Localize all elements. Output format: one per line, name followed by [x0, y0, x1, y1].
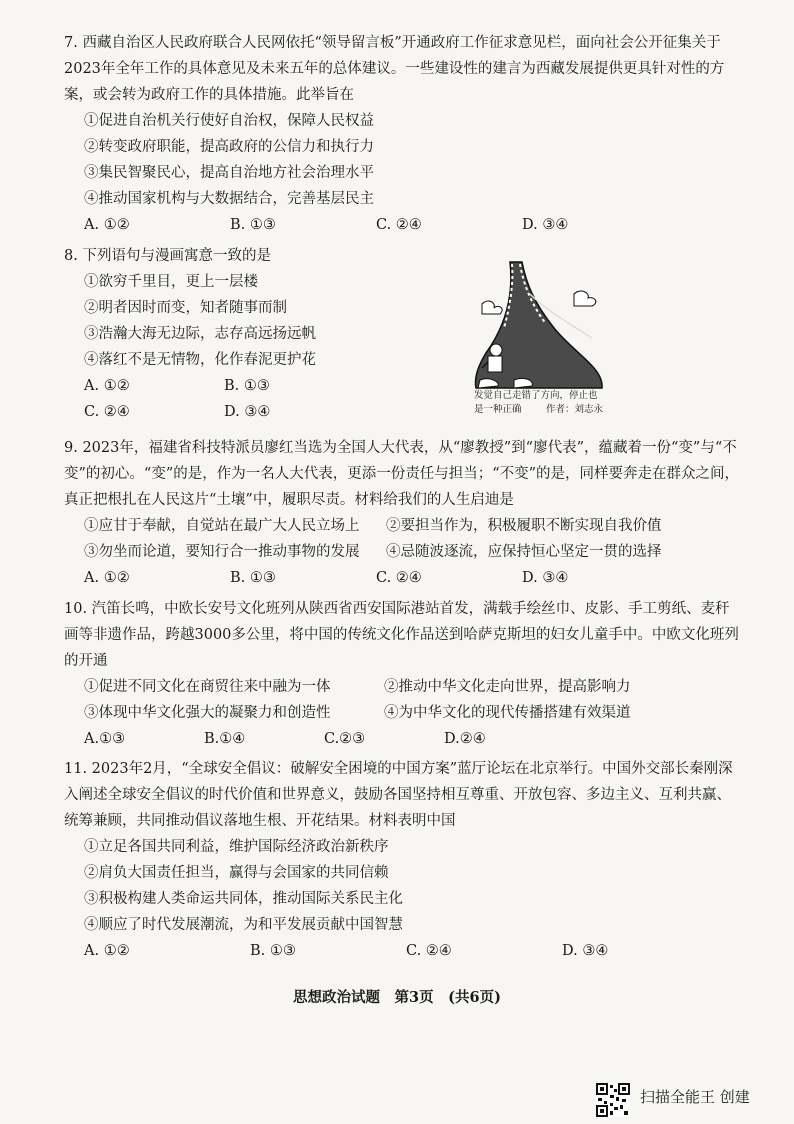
question-11-option-4: ④顺应了时代发展潮流，为和平发展贡献中国智慧: [84, 917, 403, 933]
choice-c: C. ②④: [406, 943, 452, 959]
question-7-option-2: ②转变政府职能，提高政府的公信力和执行力: [84, 139, 374, 155]
cartoon-caption: [474, 389, 614, 417]
choice-b: B. ①③: [250, 943, 296, 959]
question-7-option-1: ①促进自治机关行使好自治权，保障人民权益: [84, 113, 374, 129]
question-9-options-row-2: [64, 539, 740, 565]
question-11-option-1: ①立足各国共同利益，维护国际经济政治新秩序: [84, 839, 389, 855]
question-10-options-row-1: [64, 674, 740, 700]
choice-c: C. ②④: [84, 404, 130, 420]
question-8: [64, 243, 464, 425]
caption-line-2: 是一种正确: [474, 404, 522, 415]
question-8-option-1: ①欲穷千里目，更上一层楼: [84, 274, 258, 290]
question-9-choices: [64, 565, 740, 591]
caption-line-2-row: [474, 403, 614, 417]
choice-a: A. ①②: [84, 378, 130, 394]
question-8-choices-row-2: [64, 399, 464, 425]
question-10-option-2: ②推动中华文化走向世界，提高影响力: [384, 679, 631, 695]
question-11-option-3: ③积极构建人类命运共同体，推动国际关系民主化: [84, 891, 403, 907]
choice-d: D. ③④: [522, 570, 569, 586]
question-9-option-4: ④忌随波逐流，应保持恒心坚定一贯的选择: [386, 544, 662, 560]
question-11-choices: [64, 938, 740, 964]
question-11-stem: 11. 2023年2月，“全球安全倡议：破解安全困境的中国方案”蓝厅论坛在北京举行。中国外交部长秦刚深入阐述全球安全倡议的时代价值和世界意义，鼓励各国坚持相互尊重、开放包容、多边主义、互利共赢、统筹兼顾，共同推动倡议落地生根、开花结果。材料表明中国: [64, 761, 733, 829]
caption-line-1: 发觉自己走错了方向，停止也: [474, 390, 598, 401]
question-10: [64, 596, 740, 752]
question-7-option-3: ③集民智聚民心，提高自治地方社会治理水平: [84, 165, 374, 181]
choice-c: C.②③: [324, 731, 366, 747]
question-7-option-4: ④推动国家机构与大数据结合，完善基层民主: [84, 191, 374, 207]
choice-c: C. ②④: [376, 570, 422, 586]
choice-b: B.①④: [204, 731, 246, 747]
question-7-choices: [64, 212, 740, 238]
choice-d: D. ③④: [522, 217, 569, 233]
caption-author: 作者：刘志永: [546, 404, 604, 415]
choice-d: D. ③④: [224, 404, 271, 420]
choice-a: A. ①②: [84, 570, 130, 586]
question-8-option-2: ②明者因时而变，知者随事而制: [84, 300, 287, 316]
question-8-option-4: ④落红不是无情物，化作春泥更护花: [84, 352, 316, 368]
question-7: [64, 30, 740, 238]
question-9-option-3: ③勿坐而论道，要知行合一推动事物的发展: [84, 544, 360, 560]
question-8-option-3: ③浩瀚大海无边际，志存高远扬远帆: [84, 326, 316, 342]
qr-code-icon: [596, 1083, 630, 1117]
choice-d: D. ③④: [562, 943, 609, 959]
question-9-stem: 9. 2023年，福建省科技特派员廖红当选为全国人大代表，从“廖教授”到“廖代表”，蕴藏着一份“变”与“不变”的初心。“变”的是，作为一名人大代表，更添一份责任与担当；“不变”的是，同样要奔走在群众之间，真正把根扎在人民这片“土壤”中，履职尽责。材料给我们的人生启迪是: [64, 440, 740, 508]
question-8-stem: 8. 下列语句与漫画寓意一致的是: [64, 248, 271, 264]
question-10-choices: [64, 726, 740, 752]
question-9-option-1: ①应甘于奉献，自觉站在最广大人民立场上: [84, 518, 360, 534]
choice-b: B. ①③: [224, 378, 270, 394]
question-8-choices-row-1: [64, 373, 464, 399]
page-footer: 思想政治试题 第3页 (共6页): [293, 989, 501, 1006]
question-9: [64, 435, 740, 591]
choice-d: D.②④: [444, 731, 486, 747]
question-10-option-4: ④为中华文化的现代传播搭建有效渠道: [384, 705, 631, 721]
question-11: [64, 756, 740, 964]
choice-a: A. ①②: [84, 217, 130, 233]
question-9-options-row-1: [64, 513, 740, 539]
question-10-stem: 10. 汽笛长鸣，中欧长安号文化班列从陕西省西安国际港站首发，满载手绘丝巾、皮影、手工剪纸、麦秆画等非遗作品，跨越3000多公里，将中国的传统文化作品送到哈萨克斯坦的妇女儿童手中。中欧文化班列的开通: [64, 601, 739, 669]
question-7-stem: 7. 西藏自治区人民政府联合人民网依托“领导留言板”开通政府工作征求意见栏，面向社会公开征集关于2023年全年工作的具体意见及未来五年的总体建议。一些建设性的建言为西藏发展提供更具针对性的方案，或会转为政府工作的具体措施。此举旨在: [64, 35, 725, 103]
choice-b: B. ①③: [230, 570, 276, 586]
question-10-options-row-2: [64, 700, 740, 726]
choice-a: A.①③: [84, 731, 126, 747]
question-10-option-1: ①促进不同文化在商贸往来中融为一体: [84, 679, 331, 695]
choice-a: A. ①②: [84, 943, 130, 959]
choice-b: B. ①③: [230, 217, 276, 233]
scanner-brand-label: 扫描全能王 创建: [640, 1088, 750, 1106]
choice-c: C. ②④: [376, 217, 422, 233]
question-10-option-3: ③体现中华文化强大的凝聚力和创造性: [84, 705, 331, 721]
question-11-option-2: ②肩负大国责任担当，赢得与会国家的共同信赖: [84, 865, 389, 881]
question-9-option-2: ②要担当作为，积极履职不断实现自我价值: [386, 518, 662, 534]
